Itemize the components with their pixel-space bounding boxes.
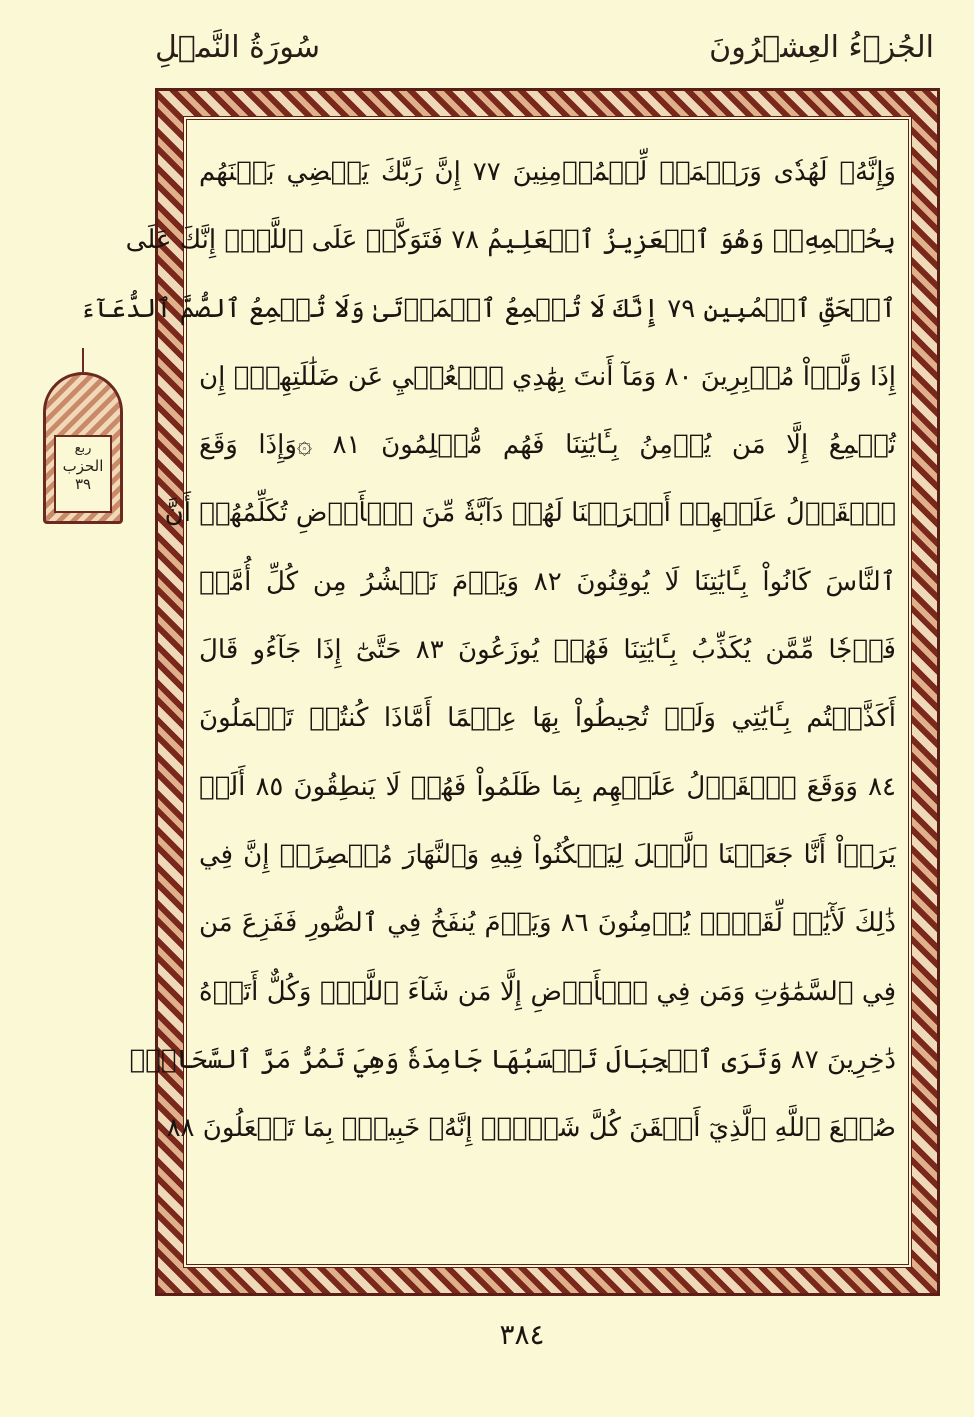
text-line: وَإِنَّهُۥ لَهُدٗى وَرَحۡمَةٞ لِّلۡمُؤۡمِنِينَ ٧٧ إِنَّ رَبَّكَ يَقۡضِي بَيۡنَهُم xyxy=(199,157,896,187)
hizb-marker-spike xyxy=(82,348,84,372)
hizb-marker-label xyxy=(54,435,112,513)
text-line: صُنۡعَ ٱللَّهِ ٱلَّذِيٓ أَتۡقَنَ كُلَّ شَيۡءٍۚ إِنَّهُۥ خَبِيرُۢ بِمَا تَفۡعَلُونَ ٨٨ xyxy=(166,1113,896,1144)
hizb-marker-ornament xyxy=(43,372,123,524)
page-number: ٣٨٤ xyxy=(499,1318,545,1351)
text-line: فَوۡجٗا مِّمَّن يُكَذِّبُ بِـَٔايَٰتِنَا فَهُمۡ يُوزَعُونَ ٨٣ حَتَّىٰٓ إِذَا جَآءُو قَالَ xyxy=(199,635,896,666)
surah-name-header: سُورَةُ النَّمۡلِ xyxy=(155,30,320,65)
hizb-quarter-label: ربع xyxy=(74,441,92,456)
text-line: ذَٰلِكَ لَأٓيَٰتٖ لِّقَوۡمٖ يُؤۡمِنُونَ ٨٦ وَيَوۡمَ يُنفَخُ فِي ٱلصُّورِ فَفَزِعَ مَن xyxy=(199,908,896,939)
text-line: ٱلۡقَوۡلُ عَلَيۡهِمۡ أَخۡرَجۡنَا لَهُمۡ دَآبَّةٗ مِّنَ ٱلۡأَرۡضِ تُكَلِّمُهُمۡ أَنَّ xyxy=(164,498,896,529)
text-line: يَرَوۡاْ أَنَّا جَعَلۡنَا ٱلَّيۡلَ لِيَسۡكُنُواْ فِيهِ وَٱلنَّهَارَ مُبۡصِرًاۚ إِنَّ فِي xyxy=(199,839,896,870)
text-line: أَكَذَّبۡتُم بِـَٔايَٰتِي وَلَمۡ تُحِيطُواْ بِهَا عِلۡمًا أَمَّاذَا كُنتُمۡ تَعۡمَلُونَ xyxy=(199,703,896,734)
text-line: ٱلۡحَقِّ ٱلۡمُبِينِ ٧٩ إِنَّكَ لَا تُسۡمِعُ ٱلۡمَوۡتَىٰ وَلَا تُسۡمِعُ ٱلصُّمَّ ٱلدُّعَآءَ xyxy=(80,293,896,324)
juz-name-header: الجُزۡءُ العِشۡرُونَ xyxy=(709,30,934,65)
hizb-label: الحزب xyxy=(62,457,104,475)
text-line: تُسۡمِعُ إِلَّا مَن يُؤۡمِنُ بِـَٔايَٰتِنَا فَهُم مُّسۡلِمُونَ ٨١ ۞وَإِذَا وَقَعَ xyxy=(199,430,897,461)
text-line: بِحُكۡمِهِۦۚ وَهُوَ ٱلۡعَزِيزُ ٱلۡعَلِيمُ ٧٨ فَتَوَكَّلۡ عَلَى ٱللَّهِۖ إِنَّكَ عَلَى xyxy=(125,225,896,256)
text-line: ٱلنَّاسَ كَانُواْ بِـَٔايَٰتِنَا لَا يُوقِنُونَ ٨٢ وَيَوۡمَ نَحۡشُرُ مِن كُلِّ أُمَّةٖ xyxy=(199,566,896,597)
hizb-marker xyxy=(43,348,123,524)
text-line: ٨٤ وَوَقَعَ ٱلۡقَوۡلُ عَلَيۡهِم بِمَا ظَلَمُواْ فَهُمۡ لَا يَنطِقُونَ ٨٥ أَلَمۡ xyxy=(199,771,896,802)
text-line: دَٰخِرِينَ ٨٧ وَتَرَى ٱلۡجِبَالَ تَحۡسَبُهَا جَامِدَةٗ وَهِيَ تَمُرُّ مَرَّ ٱلسَّحَابِۚ xyxy=(129,1044,896,1075)
text-line: فِي ٱلسَّمَٰوَٰتِ وَمَن فِي ٱلۡأَرۡضِ إِلَّا مَن شَآءَ ٱللَّهُۚ وَكُلٌّ أَتَوۡهُ xyxy=(199,976,896,1007)
hizb-number: ٣٩ xyxy=(74,475,92,493)
text-line: إِذَا وَلَّوۡاْ مُدۡبِرِينَ ٨٠ وَمَآ أَنتَ بِهَٰدِي ٱلۡعُمۡيِ عَن ضَلَٰلَتِهِمۡۖ إِن xyxy=(199,361,897,392)
